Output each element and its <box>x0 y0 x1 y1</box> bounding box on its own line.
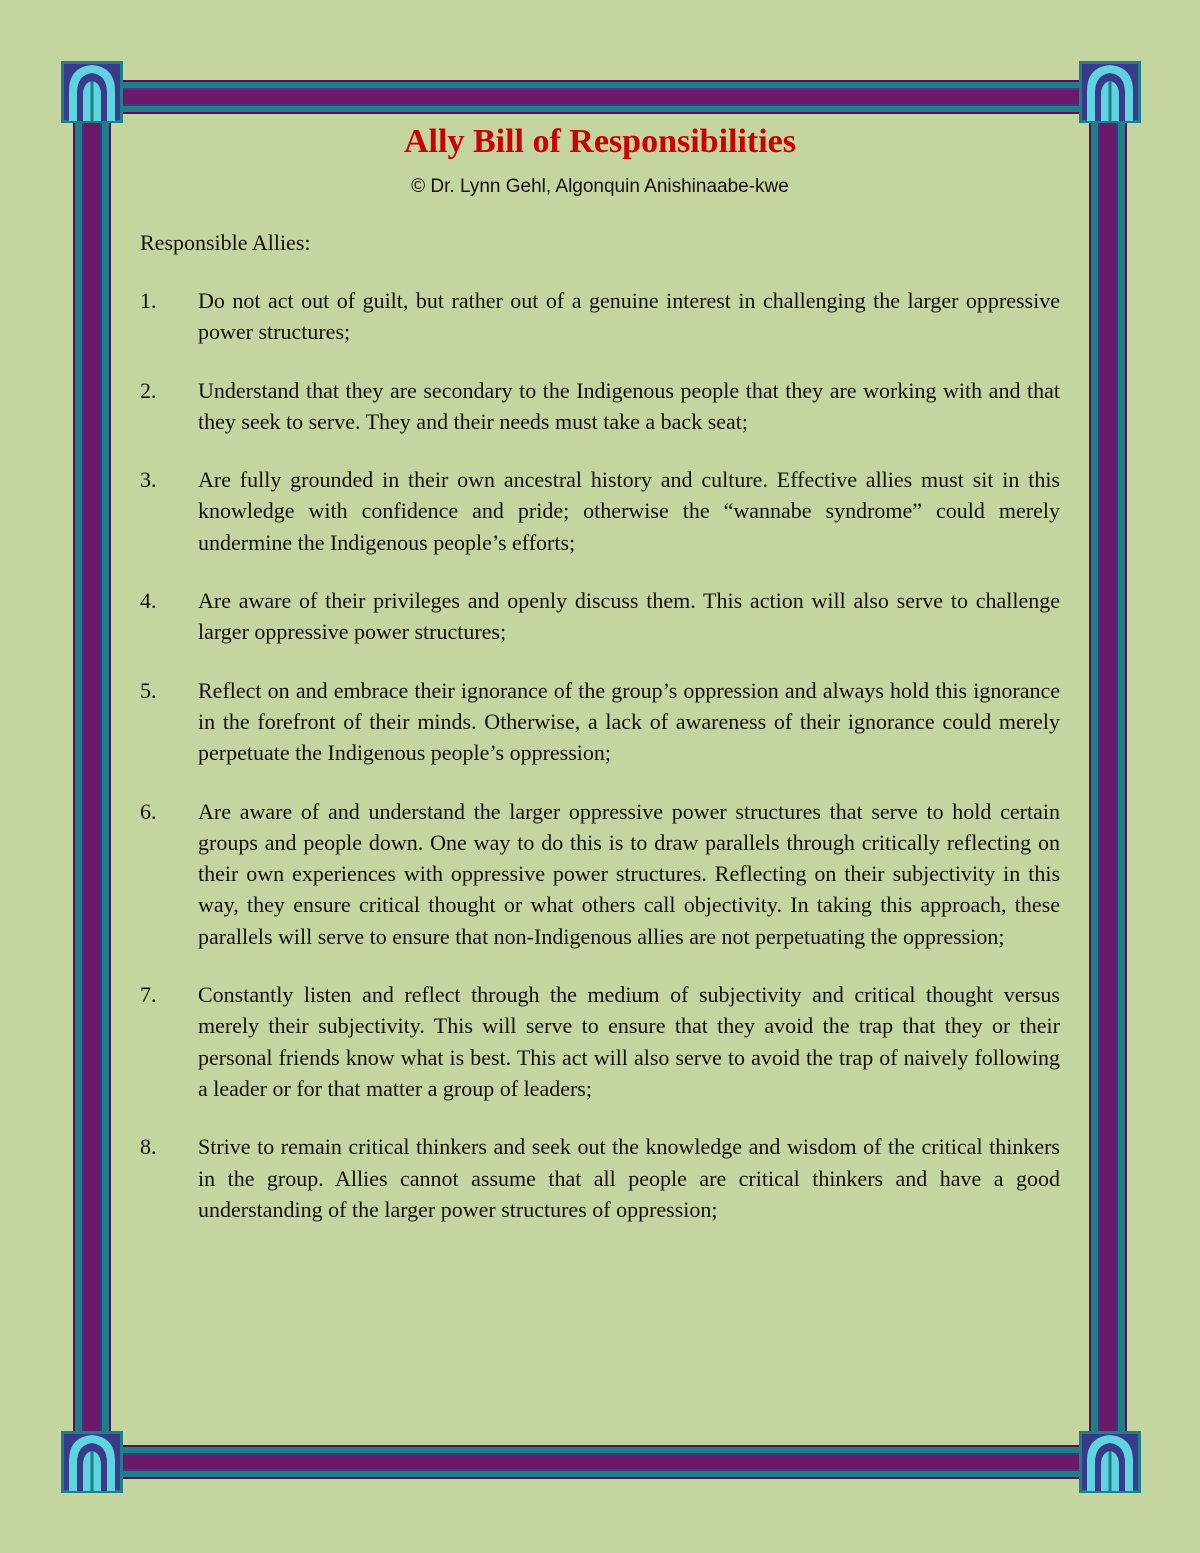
item-number: 7. <box>140 982 157 1008</box>
list-item <box>140 675 1060 769</box>
item-number: 8. <box>140 1134 157 1160</box>
item-number: 1. <box>140 288 157 313</box>
item-text: Constantly listen and reflect through the medium of subjectivity and critical thought versus merely their subjectivity. This will serve to ensure that they avoid the trap that they or their personal friends know what is best. This act will also serve to avoid the trap of naively following a leader or for that matter a group of leaders; <box>198 982 1060 1101</box>
item-text: Are aware of and understand the larger oppressive power structures that serve to hold certain groups and people down. One way to do this is to draw parallels through critically reflecting on their own experiences with oppressive power structures. Reflecting on their subjectivity in this way, they ensure critical thought or what others call objectivity. In taking this approach, these parallels will serve to ensure that non-Indigenous allies are not perpetuating the oppression; <box>198 798 1060 949</box>
list-item <box>140 375 1060 438</box>
list-item <box>140 979 1060 1104</box>
item-number: 5. <box>140 677 157 703</box>
item-text: Are aware of their privileges and openly discuss them. This action will also serve to challenge larger oppressive power structures; <box>198 588 1060 645</box>
item-text: Are fully grounded in their own ancestral history and culture. Effective allies must sit in this knowledge with confidence and pride; otherwise the “wannabe syndrome” could merely undermine the Indigenous people’s efforts; <box>198 467 1060 555</box>
item-number: 6. <box>140 798 157 824</box>
page-title: Ally Bill of Responsibilities <box>404 123 796 160</box>
item-text: Do not act out of guilt, but rather out of a genuine interest in challenging the larger oppressive power structures; <box>198 288 1060 345</box>
item-number: 3. <box>140 467 157 493</box>
border-right <box>1089 92 1127 1461</box>
list-item <box>140 796 1060 952</box>
responsibilities-list <box>140 285 1060 1225</box>
intro-heading: Responsible Allies: <box>140 230 311 255</box>
document-body <box>140 120 1060 1252</box>
list-item <box>140 585 1060 648</box>
border-left <box>73 92 111 1461</box>
list-item <box>140 1131 1060 1225</box>
border-top <box>92 80 1108 114</box>
copyright-line: © Dr. Lynn Gehl, Algonquin Anishinaabe-kwe <box>411 176 789 197</box>
arch-ornament-icon <box>1079 61 1141 123</box>
arch-ornament-icon <box>61 61 123 123</box>
list-item <box>140 464 1060 558</box>
item-text: Strive to remain critical thinkers and seek out the knowledge and wisdom of the critical thinkers in the group. Allies cannot assume that all people are critical thinkers and have a good understanding of the larger power structures of oppression; <box>198 1134 1060 1222</box>
item-number: 4. <box>140 588 157 614</box>
arch-ornament-icon <box>1079 1431 1141 1493</box>
list-item <box>140 285 1060 348</box>
item-number: 2. <box>140 377 157 403</box>
border-bottom <box>92 1445 1108 1479</box>
item-text: Understand that they are secondary to the Indigenous people that they are working with and that they seek to serve. They and their needs must take a back seat; <box>198 377 1060 434</box>
item-text: Reflect on and embrace their ignorance of the group’s oppression and always hold this ignorance in the forefront of their minds. Otherwise, a lack of awareness of their ignorance could merely perpetuate the Indigenous people’s oppression; <box>198 677 1060 766</box>
arch-ornament-icon <box>61 1431 123 1493</box>
